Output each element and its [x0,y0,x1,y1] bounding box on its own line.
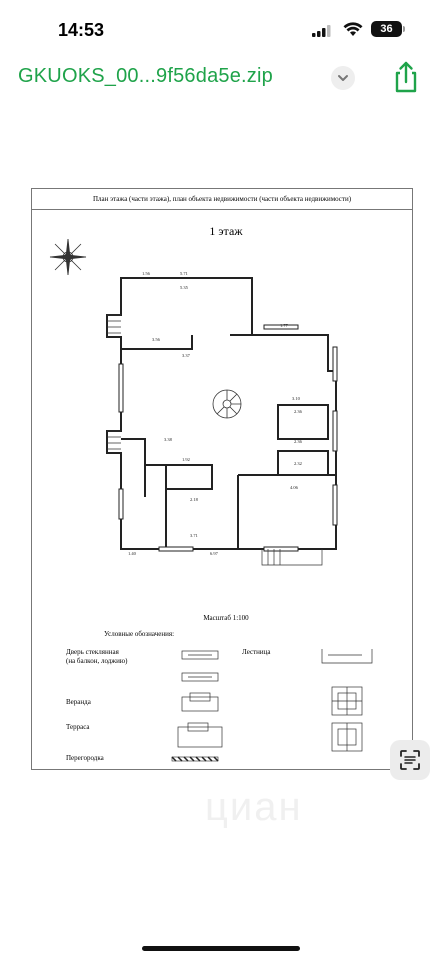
legend-stairs-label: Лестница [242,648,271,656]
clock: 14:53 [58,20,105,40]
partition-legend-line [172,757,218,761]
svg-text:3.37: 3.37 [182,353,190,358]
battery-icon: 36 [371,21,402,37]
legend-partition-label: Перегородка [66,754,104,762]
text-scan-button[interactable] [390,740,430,780]
legend-door-label: Дверь стеклянная [66,648,119,656]
legend-symbols [178,649,372,751]
text-scan-icon [390,740,430,780]
svg-text:2.18: 2.18 [190,497,198,502]
battery-cap [403,26,405,32]
status-bar [0,0,442,56]
home-indicator[interactable] [142,946,300,951]
scale-label: Масштаб 1:100 [203,614,249,622]
svg-text:3.10: 3.10 [292,396,300,401]
legend-title: Условные обозначения: [104,630,175,638]
svg-text:2.36: 2.36 [294,439,302,444]
document-header: План этажа (части этажа), план объекта недвижимости (части объекта недвижимости) [32,189,412,210]
svg-text:1.40: 1.40 [128,551,136,556]
watermark: циан [205,785,303,829]
wifi-icon [343,22,363,37]
share-icon[interactable] [390,60,422,94]
floor-plan-drawing [32,189,414,771]
svg-text:2.36: 2.36 [294,409,302,414]
svg-text:1.92: 1.92 [182,457,190,462]
compass-rose-icon [50,239,86,275]
svg-text:5.71: 5.71 [180,271,188,276]
file-header [0,56,442,100]
svg-text:3.38: 3.38 [164,437,172,442]
floor-title: 1 этаж [209,224,243,238]
legend-veranda-label: Веранда [66,698,91,706]
svg-text:3.71: 3.71 [190,533,198,538]
legend-door-note: (на балкон, лоджию) [66,657,128,665]
svg-text:4.06: 4.06 [290,485,298,490]
spiral-staircase [213,390,241,418]
chevron-down-button[interactable] [331,66,355,90]
svg-text:3.56: 3.56 [152,337,160,342]
floor-plan-document [31,188,413,770]
plan-dimensions [128,271,303,556]
svg-text:1.56: 1.56 [142,271,150,276]
svg-text:1.77: 1.77 [280,323,288,328]
cellular-signal-icon [312,25,332,37]
legend-terrace-label: Терраса [66,723,90,731]
svg-text:2.32: 2.32 [294,461,302,466]
chevron-down-icon [331,66,355,90]
svg-text:5.35: 5.35 [180,285,188,290]
file-name[interactable]: GKUOKS_00...9f56da5e.zip [18,65,273,87]
svg-text:6.97: 6.97 [210,551,218,556]
